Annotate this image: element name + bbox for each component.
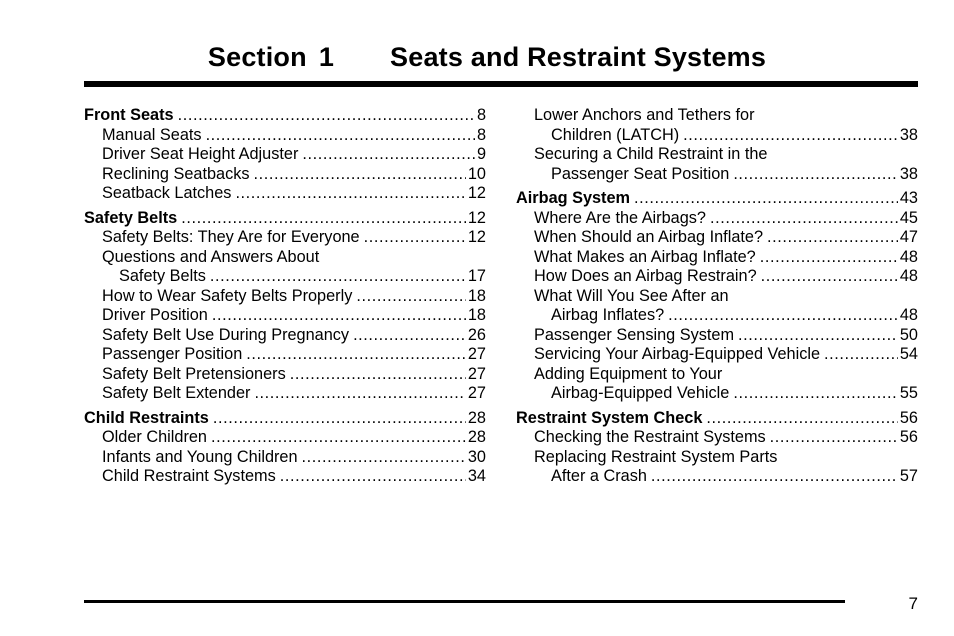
- toc-entry-reclining-seatbacks[interactable]: Reclining Seatbacks ..... 10: [84, 165, 486, 185]
- page-number: 7: [908, 594, 918, 613]
- toc-entry-securing-child-restraint-cont[interactable]: Passenger Seat Position ..... 38: [516, 165, 918, 185]
- toc-entry-pregnancy[interactable]: Safety Belt Use During Pregnancy ..... 26: [84, 326, 486, 346]
- toc-entry-passenger-sensing[interactable]: Passenger Sensing System ..... 50: [516, 326, 918, 346]
- toc-entry-child-restraint-systems[interactable]: Child Restraint Systems ..... 34: [84, 467, 486, 487]
- toc-entry-what-will-you-see-cont[interactable]: Airbag Inflates? ..... 48: [516, 306, 918, 326]
- toc-left-column: [84, 106, 486, 487]
- toc-entry-how-to-wear[interactable]: How to Wear Safety Belts Properly ..... 18: [84, 287, 486, 307]
- toc-entry-belt-extender[interactable]: Safety Belt Extender ..... 27: [84, 384, 486, 404]
- toc-entry-manual-seats[interactable]: Manual Seats ..... 8: [84, 126, 486, 146]
- toc-entry-safety-belts[interactable]: Safety Belts ..... 12: [84, 209, 486, 229]
- toc-entry-pretensioners[interactable]: Safety Belt Pretensioners ..... 27: [84, 365, 486, 385]
- toc-right-column: [516, 106, 918, 487]
- footer-rule: [84, 600, 845, 603]
- toc-entry-passenger-position[interactable]: Passenger Position ..... 27: [84, 345, 486, 365]
- section-label: Section: [207, 42, 307, 72]
- section-title: Seats and Restraint Systems: [390, 42, 767, 72]
- toc-entry-checking-restraint-systems[interactable]: Checking the Restraint Systems ..... 56: [516, 428, 918, 448]
- toc-entry-securing-child-restraint[interactable]: Securing a Child Restraint in the: [534, 145, 768, 163]
- toc-entry-replacing-parts[interactable]: Replacing Restraint System Parts: [534, 447, 778, 466]
- toc-entry-airbag-system[interactable]: Airbag System ..... 43: [516, 189, 918, 209]
- toc-entry-driver-seat-height-adjuster[interactable]: Driver Seat Height Adjuster ..... 9: [84, 145, 486, 165]
- toc-entry-when-inflate[interactable]: When Should an Airbag Inflate? ..... 47: [516, 228, 918, 248]
- toc-entry-adding-equipment-cont[interactable]: Airbag-Equipped Vehicle ..... 55: [516, 384, 918, 404]
- section-heading: [0, 42, 954, 73]
- toc-entry-what-will-you-see[interactable]: What Will You See After an: [534, 286, 729, 305]
- toc-entry-questions-answers-cont[interactable]: Safety Belts ..... 17: [84, 267, 486, 287]
- section-number: 1: [318, 42, 335, 72]
- toc-entry-lower-anchors[interactable]: Lower Anchors and Tethers for: [534, 106, 755, 124]
- toc-entry-front-seats[interactable]: Front Seats ..... 8: [84, 106, 486, 126]
- toc-entry-older-children[interactable]: Older Children ..... 28: [84, 428, 486, 448]
- toc-entry-what-makes-inflate[interactable]: What Makes an Airbag Inflate? ..... 48: [516, 248, 918, 268]
- toc-entry-lower-anchors-cont[interactable]: Children (LATCH) ..... 38: [516, 126, 918, 146]
- toc-entry-where-airbags[interactable]: Where Are the Airbags? ..... 45: [516, 209, 918, 229]
- toc-entry-infants-young-children[interactable]: Infants and Young Children ..... 30: [84, 448, 486, 468]
- toc-entry-driver-position[interactable]: Driver Position ..... 18: [84, 306, 486, 326]
- toc-entry-adding-equipment[interactable]: Adding Equipment to Your: [534, 364, 723, 383]
- header-rule: [84, 81, 918, 87]
- toc-entry-restraint-system-check[interactable]: Restraint System Check ..... 56: [516, 409, 918, 429]
- toc-entry-safety-belts-everyone[interactable]: Safety Belts: They Are for Everyone ..... 12: [84, 228, 486, 248]
- toc-entry-how-restrain[interactable]: How Does an Airbag Restrain? ..... 48: [516, 267, 918, 287]
- toc-entry-servicing-airbag-vehicle[interactable]: Servicing Your Airbag-Equipped Vehicle ..... 54: [516, 345, 918, 365]
- toc-entry-replacing-parts-cont[interactable]: After a Crash ..... 57: [516, 467, 918, 487]
- toc-entry-questions-answers[interactable]: Questions and Answers About: [102, 247, 320, 266]
- toc-entry-seatback-latches[interactable]: Seatback Latches ..... 12: [84, 184, 486, 204]
- toc-entry-child-restraints[interactable]: Child Restraints ..... 28: [84, 409, 486, 429]
